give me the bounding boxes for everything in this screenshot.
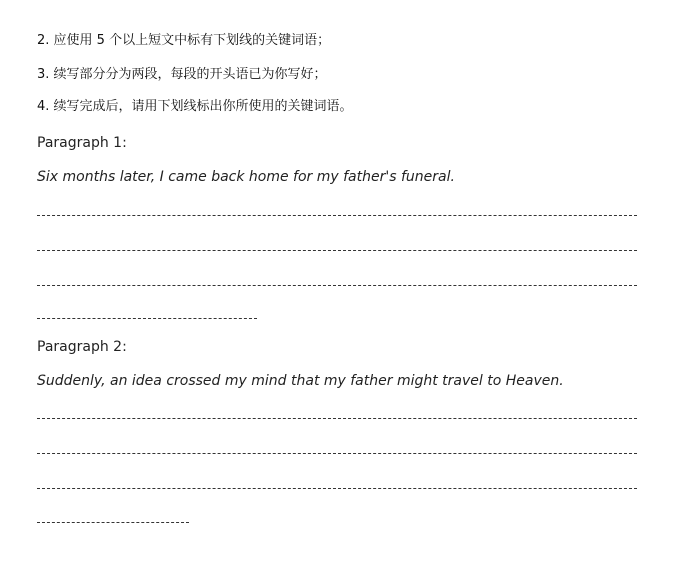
paragraph-1-label: Paragraph 1:: [37, 135, 127, 151]
writing-line-short: [37, 318, 257, 319]
writing-line: [37, 285, 637, 286]
instruction-4: 4. 续写完成后，请用下划线标出你所使用的关键词语。: [37, 99, 353, 114]
instruction-3: 3. 续写部分分为两段，每段的开头语已为你写好；: [37, 67, 327, 82]
writing-line: [37, 250, 637, 251]
writing-line-short: [37, 522, 189, 523]
writing-line: [37, 418, 637, 419]
writing-line: [37, 488, 637, 489]
writing-line: [37, 215, 637, 216]
instruction-2: 2. 应使用 5 个以上短文中标有下划线的关键词语；: [37, 33, 331, 48]
paragraph-2-opening: Suddenly, an idea crossed my mind that my father might travel to Heaven.: [37, 373, 564, 389]
paragraph-1-opening: Six months later, I came back home for my father's funeral.: [37, 169, 455, 185]
paragraph-2-label: Paragraph 2:: [37, 339, 127, 355]
writing-line: [37, 453, 637, 454]
